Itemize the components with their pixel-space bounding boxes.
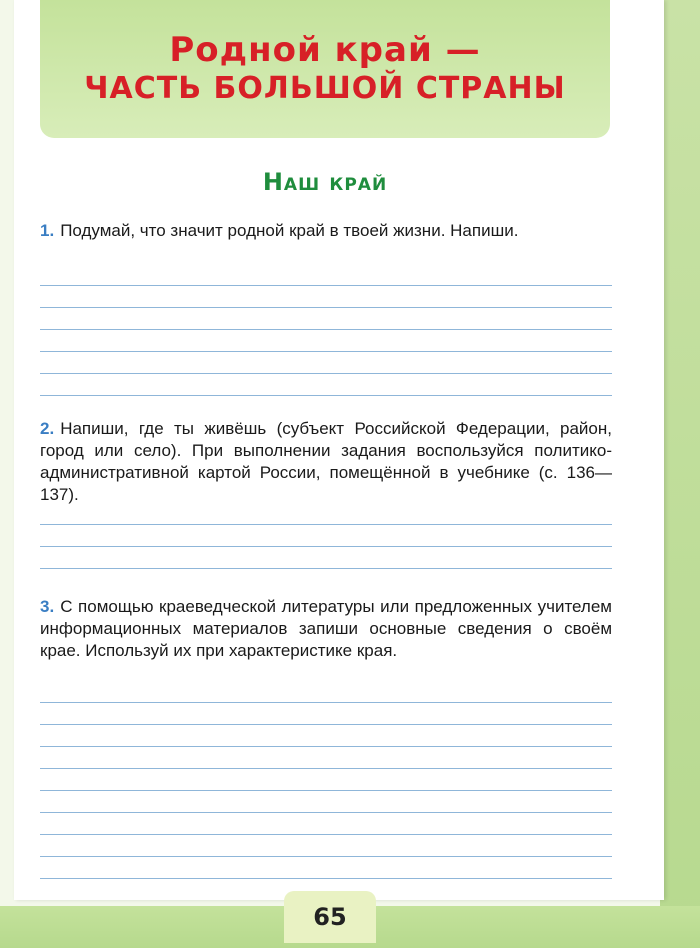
answer-line[interactable] [40, 769, 612, 791]
task-number: 2. [40, 419, 55, 438]
answer-line[interactable] [40, 352, 612, 374]
task-2 [40, 418, 612, 506]
answer-lines-task-2[interactable] [40, 503, 612, 569]
chapter-title-line1: Родной край — [169, 30, 481, 70]
chapter-title-line2: ЧАСТЬ БОЛЬШОЙ СТРАНЫ [84, 71, 566, 106]
answer-line[interactable] [40, 813, 612, 835]
answer-line[interactable] [40, 330, 612, 352]
answer-line[interactable] [40, 857, 612, 879]
answer-line[interactable] [40, 286, 612, 308]
answer-line[interactable] [40, 835, 612, 857]
section-title: Наш край [262, 168, 388, 196]
answer-line[interactable] [40, 725, 612, 747]
answer-line[interactable] [40, 703, 612, 725]
answer-line[interactable] [40, 264, 612, 286]
task-text: Напиши, где ты живёшь (субъект Российской Федерации, район, город или село). При выполнении задания воспользуйся политико-административной картой России, помещённой в учебнике (с. 136—137). [40, 419, 612, 504]
answer-line[interactable] [40, 374, 612, 396]
task-1 [40, 220, 612, 242]
task-number: 1. [40, 221, 55, 240]
task-number: 3. [40, 597, 55, 616]
answer-line[interactable] [40, 791, 612, 813]
task-text: Подумай, что значит родной край в твоей жизни. Напиши. [60, 221, 519, 240]
answer-line[interactable] [40, 525, 612, 547]
answer-line[interactable] [40, 681, 612, 703]
answer-line[interactable] [40, 503, 612, 525]
answer-line[interactable] [40, 308, 612, 330]
page-number: 65 [284, 891, 376, 943]
answer-line[interactable] [40, 747, 612, 769]
answer-lines-task-3[interactable] [40, 681, 612, 879]
answer-line[interactable] [40, 547, 612, 569]
answer-lines-task-1[interactable] [40, 264, 612, 396]
task-3 [40, 596, 612, 662]
page-edge-strip [660, 0, 700, 948]
chapter-title [40, 30, 610, 108]
task-text: С помощью краеведческой литературы или предложенных учителем информационных материалов запиши основные сведения о своём крае. Используй их при характеристике края. [40, 597, 612, 660]
